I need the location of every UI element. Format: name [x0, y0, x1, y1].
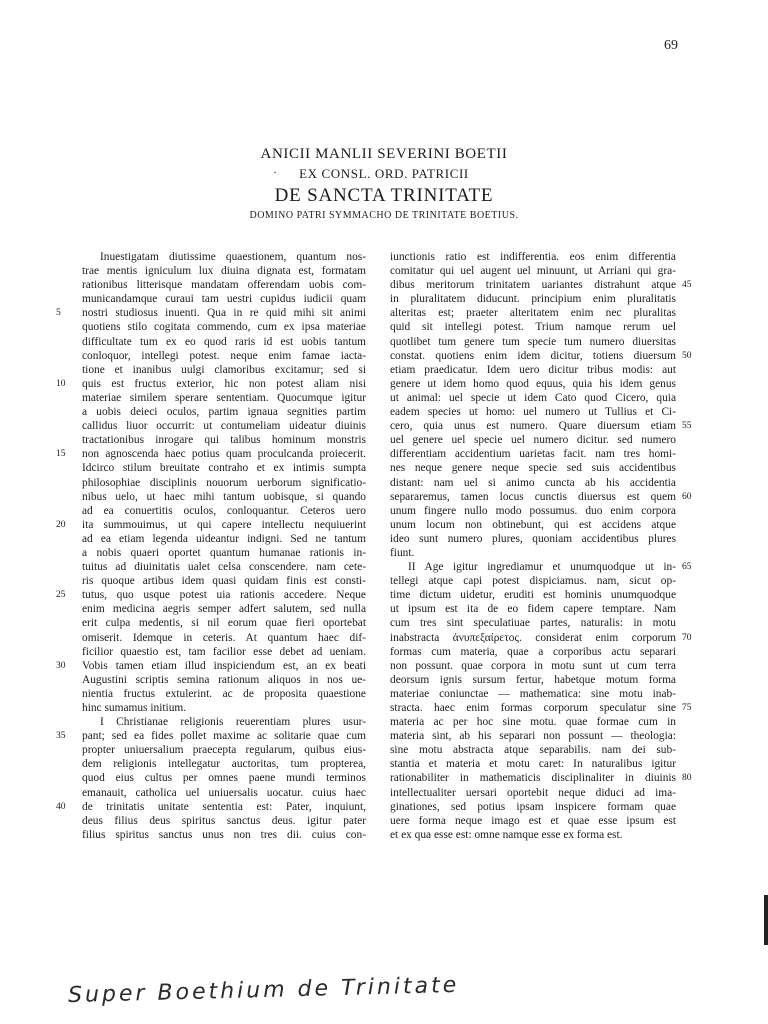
line-number: 25 — [56, 590, 66, 601]
line-text: pant; sed ea fides pollet maxime ac solitarie quae cum — [82, 730, 366, 743]
line-text: uel genere uel specie uel numero dicitur. sed numero — [390, 434, 676, 447]
line-text: a uobis deieci oculos, partim ignaua segnities partim — [82, 406, 366, 419]
text-line — [82, 701, 366, 715]
text-line — [390, 504, 676, 518]
text-line — [82, 814, 366, 828]
line-text: non possunt. quae corpora in motu sunt ut cum terra — [390, 659, 676, 672]
line-text: filius spiritus sanctus unus non tres dii. cuius con- — [82, 828, 366, 841]
line-text: propter uniuersalium praecepta regularum, quibus eius- — [82, 744, 366, 757]
line-text: tutus, quo usque potest uia rationis accedere. Neque — [82, 589, 366, 602]
line-text: in pluralitatem diducunt. principium enim pluralitatis — [390, 293, 676, 306]
line-text: genere ut idem homo quod equus, quia his idem genus — [390, 377, 676, 390]
text-line — [56, 447, 366, 461]
text-line — [82, 631, 366, 645]
line-text: tuitus ad diuinitatis ualet celsa conscendere. nam cete- — [82, 561, 366, 574]
line-number: 20 — [56, 519, 66, 530]
text-line — [82, 461, 366, 475]
line-text: materia sint, ab his separari non possunt — theologia: — [390, 730, 676, 743]
line-number: 65 — [682, 562, 692, 573]
line-text: distant: nam uel si animo cuncta ab his accidentia — [390, 476, 676, 489]
line-text: difficultate tum ex eo quod raris id est uobis tantum — [82, 335, 366, 348]
text-line — [56, 377, 366, 391]
line-text: dibus meritorum trinitatem uariantes distrahunt atque — [390, 279, 676, 292]
line-text: quod eius cultus per omnes paene mundi terminos — [82, 772, 366, 785]
line-text: uere forma neque imago est et quae esse ipsum est — [390, 814, 676, 827]
text-line — [390, 659, 676, 673]
text-line — [82, 292, 366, 306]
text-line — [82, 419, 366, 433]
text-line — [390, 800, 676, 814]
text-line — [82, 335, 366, 349]
text-line — [82, 363, 366, 377]
line-number: 10 — [56, 378, 66, 389]
line-text: municandamque curaui tam uestri cupidus iudicii quam — [82, 293, 366, 306]
text-line — [390, 814, 676, 828]
text-line — [390, 588, 676, 602]
line-text: stantia et materia et motu caret: In naturalibus igitur — [390, 758, 676, 771]
line-text: ita summouimus, ut qui capere intellectu nequiuerint — [82, 518, 366, 531]
text-line — [390, 490, 692, 504]
text-line — [82, 560, 366, 574]
line-text: differentiam accidentium uarietas facit. nam tres homi- — [390, 448, 676, 461]
line-number: 5 — [56, 308, 61, 319]
line-text: constat. quotiens enim idem dicitur, totiens diuersum — [390, 349, 676, 362]
page-edge-mark — [764, 895, 768, 945]
line-text: intellectualiter uersari oportebit neque diduci ad ima- — [390, 786, 676, 799]
text-line — [82, 687, 366, 701]
text-line — [82, 433, 366, 447]
text-line — [82, 786, 366, 800]
left-text-column — [56, 250, 366, 842]
line-number: 80 — [682, 773, 692, 784]
text-line — [390, 574, 676, 588]
line-text: non agnoscenda haec potius quam proculcanda proiecerit. — [82, 448, 366, 461]
line-text: erit culpa medentis, si nil eorum quae fieri oportebat — [82, 617, 366, 630]
text-line — [390, 518, 676, 532]
line-text: time dictum uidetur, eruditi est hominis unumquodque — [390, 589, 676, 602]
text-line — [82, 278, 366, 292]
text-line — [82, 349, 366, 363]
text-line — [56, 518, 366, 532]
line-text: I Christianae religionis reuerentiam plures usur- — [100, 716, 366, 729]
line-text: fiunt. — [390, 546, 415, 559]
text-line — [390, 743, 676, 757]
text-line — [390, 419, 692, 433]
line-text: inabstracta ἀνυπεξαίρετος. considerat enim corporum — [390, 631, 676, 644]
line-number: 60 — [682, 491, 692, 502]
line-text: nibus uelo, ut haec mihi tantum uobisque, si quando — [82, 490, 366, 503]
text-line — [82, 771, 366, 785]
line-text: hinc sumamus initium. — [82, 702, 187, 714]
text-line — [56, 800, 366, 814]
line-text: cum tres sint speculatiuae partes, naturalis: in motu — [390, 617, 676, 630]
line-text: ad ea etiam legenda uideantur indigni. Sed ne tantum — [82, 532, 366, 545]
text-line — [82, 476, 366, 490]
text-line — [390, 715, 676, 729]
text-line — [390, 377, 676, 391]
text-line — [82, 250, 366, 264]
text-line — [390, 757, 676, 771]
text-line — [82, 757, 366, 771]
line-text: nientia fructus extulerint. ac de proposita quaestione — [82, 687, 366, 700]
text-line — [390, 631, 692, 645]
line-text: deus filius deus spiritus sanctus deus. igitur pater — [82, 814, 366, 827]
line-text: dem religionis intellegatur auctoritas, tum propterea, — [82, 758, 366, 771]
text-line — [390, 250, 676, 264]
text-line — [56, 306, 366, 320]
text-line — [390, 616, 676, 630]
text-line — [390, 687, 676, 701]
text-line — [390, 278, 692, 292]
text-line — [82, 532, 366, 546]
line-text: philosophiae disciplinis nouorum uerborum significatio- — [82, 476, 366, 489]
line-number: 40 — [56, 801, 66, 812]
stray-dot: · — [273, 165, 277, 179]
line-text: iunctionis ratio est indifferentia. eos enim differentia — [390, 251, 676, 263]
line-text: enim medicina aegris semper adfert salutem, sed nulla — [82, 603, 366, 616]
text-line — [82, 616, 366, 630]
line-text: stracta. haec enim formas corporum speculatur sine — [390, 702, 676, 714]
line-text: ideo sunt numero plures, quoniam accidentibus plures — [390, 532, 676, 545]
line-text: Vobis tamen etiam illud inspiciendum est, an ex beati — [82, 659, 366, 672]
handwritten-note: Super Boethium de Trinitate — [67, 972, 460, 1009]
line-text: tellegi atque capi potest dispiciamus. nam, sicut op- — [390, 575, 676, 588]
line-text: comitatur qui uel augent uel minuunt, ut Arriani qui gra- — [390, 265, 676, 278]
text-line — [82, 645, 366, 659]
text-line — [390, 335, 676, 349]
text-line — [390, 602, 676, 616]
text-line — [82, 574, 366, 588]
line-text: quis est fructus exterior, hic non potest aliam nisi — [82, 377, 366, 390]
line-text: Augustini scriptis semina rationum aliquos in nos ue- — [82, 673, 366, 686]
line-text: ut animal: uel specie ut idem Cato quod Cicero, quia — [390, 391, 676, 404]
text-line — [82, 828, 366, 842]
text-line — [390, 546, 676, 560]
text-line — [390, 461, 676, 475]
line-text: ficilior quaestio est, tam facilior esse debet ad ueniam. — [82, 645, 366, 658]
text-line — [390, 447, 676, 461]
line-text: materiae coniunctae — mathematica: sine motu inab- — [390, 687, 676, 700]
text-line — [390, 349, 692, 363]
author-heading: ANICII MANLII SEVERINI BOETII — [260, 146, 508, 162]
text-line — [390, 701, 692, 715]
line-text: callidus liuor occurrit: ut contumeliam uideatur diuinis — [82, 420, 366, 433]
text-line — [82, 743, 366, 757]
text-line — [390, 673, 676, 687]
text-line — [390, 264, 676, 278]
line-text: et ex qua esse est: omne namque esse ex forma est. — [390, 828, 623, 841]
line-text: conloquor, intellegi potest. neque enim famae iacta- — [82, 349, 366, 362]
line-text: nes neque genere neque specie sed suis accidentibus — [390, 462, 676, 475]
text-line — [390, 729, 676, 743]
line-text: tractationibus inrogare qui talibus hominum monstris — [82, 434, 366, 447]
text-line — [82, 673, 366, 687]
text-line — [82, 490, 366, 504]
text-line — [390, 306, 676, 320]
line-text: quotlibet tum genere tum specie tum numero diuersitas — [390, 335, 676, 348]
line-text: formas cum materia, quae a corporibus actu separari — [390, 645, 676, 658]
text-line — [390, 433, 676, 447]
text-line — [390, 476, 676, 490]
line-text: a nobis quaeri oportet quantum humanae rationis in- — [82, 546, 366, 559]
work-title: DE SANCTA TRINITATE — [274, 185, 494, 206]
line-text: cero, quia unus est numero. Quare diuersum etiam — [390, 420, 676, 433]
page-number: 69 — [664, 38, 678, 53]
text-line — [390, 391, 676, 405]
text-line — [390, 786, 676, 800]
text-line — [82, 504, 366, 518]
text-line — [82, 264, 366, 278]
line-text: tione et inanibus uulgi clamoribus excitamur; sed si — [82, 363, 366, 376]
text-line — [390, 645, 676, 659]
line-text: unum locum non obtinebunt, qui est accidens atque — [390, 518, 676, 531]
office-heading: EX CONSL. ORD. PATRICII — [299, 166, 469, 181]
text-line — [82, 320, 366, 334]
text-line — [390, 363, 676, 377]
line-number: 35 — [56, 731, 66, 742]
line-text: rationabiliter in mathematicis disciplinaliter in diuinis — [390, 772, 676, 785]
text-line — [82, 546, 366, 560]
line-number: 70 — [682, 632, 692, 643]
line-text: quid sit intellegi potest. Trium namque rerum uel — [390, 321, 676, 334]
text-line — [82, 602, 366, 616]
text-line — [390, 828, 676, 842]
line-text: Idcirco stilum breuitate contraho et ex intimis sumpta — [82, 462, 366, 475]
line-text: II Age igitur ingrediamur et unumquodque ut in- — [408, 561, 676, 574]
text-line — [82, 405, 366, 419]
line-text: materiae similem sperare sententiam. Quocumque igitur — [82, 391, 366, 404]
text-line — [56, 729, 366, 743]
line-text: Inuestigatam diutissime quaestionem, quantum nos- — [100, 251, 366, 263]
dedication-line: DOMINO PATRI SYMMACHO DE TRINITATE BOETIUS. — [249, 210, 519, 221]
text-line — [390, 405, 676, 419]
text-line — [390, 532, 676, 546]
line-text: rationibus litterisque mandatam offerendam uobis com- — [82, 279, 366, 292]
line-text: etiam praedicatur. Idem uero dicitur tribus modis: aut — [390, 363, 676, 376]
line-text: trae mentis igniculum lux diuina dignata est, formatam — [82, 265, 366, 278]
text-line — [56, 588, 366, 602]
line-number: 45 — [682, 280, 692, 291]
line-text: ginationes, sed potius ipsam inspicere formam quae — [390, 800, 676, 813]
line-number: 55 — [682, 421, 692, 432]
line-text: unum fingere nullo modo possumus. duo enim corpora — [390, 504, 676, 517]
line-text: deorsum ignis sursum fertur, habetque motum forma — [390, 673, 676, 686]
line-text: ad ea conuertitis oculos, conloquantur. Ceteros uero — [82, 504, 366, 517]
line-text: ut ipsum est ita de eo fidem capere temptare. Nam — [390, 603, 676, 616]
line-text: emanauit, catholica uel uniuersalis uocatur. cuius haec — [82, 786, 366, 799]
text-line — [82, 715, 366, 729]
line-text: ris quoque artibus idem quasi quidam finis est consti- — [82, 575, 366, 588]
right-text-column — [390, 250, 692, 842]
text-line — [390, 771, 692, 785]
text-line — [390, 560, 692, 574]
line-number: 30 — [56, 660, 66, 671]
line-text: alteritas est; praeter alteritatem enim nec pluralitas — [390, 307, 676, 320]
line-text: eadem species ut homo: uel numero ut Tullius et Ci- — [390, 406, 676, 419]
text-line — [390, 292, 676, 306]
line-text: sine motu abstracta atque separabilis. nam dei sub- — [390, 744, 676, 757]
line-number: 15 — [56, 449, 66, 460]
line-text: quotiens stilo cogitata commendo, cum ex ipsa materiae — [82, 321, 366, 334]
line-text: separaremus, tamen locus cunctis diuersus est quem — [390, 490, 676, 503]
line-text: nostri studiosus inuenti. Qua in re quid mihi sit animi — [82, 307, 366, 320]
text-line — [56, 659, 366, 673]
line-text: de trinitatis unitate sententia est: Pater, inquiunt, — [82, 800, 366, 813]
text-line — [390, 320, 676, 334]
line-text: omiserit. Idemque in ceteris. At quantum haec dif- — [82, 631, 366, 644]
line-number: 50 — [682, 350, 692, 361]
line-text: materia ac per hoc sine motu. quae formae cum in — [390, 716, 676, 729]
text-line — [82, 391, 366, 405]
line-number: 75 — [682, 703, 692, 713]
